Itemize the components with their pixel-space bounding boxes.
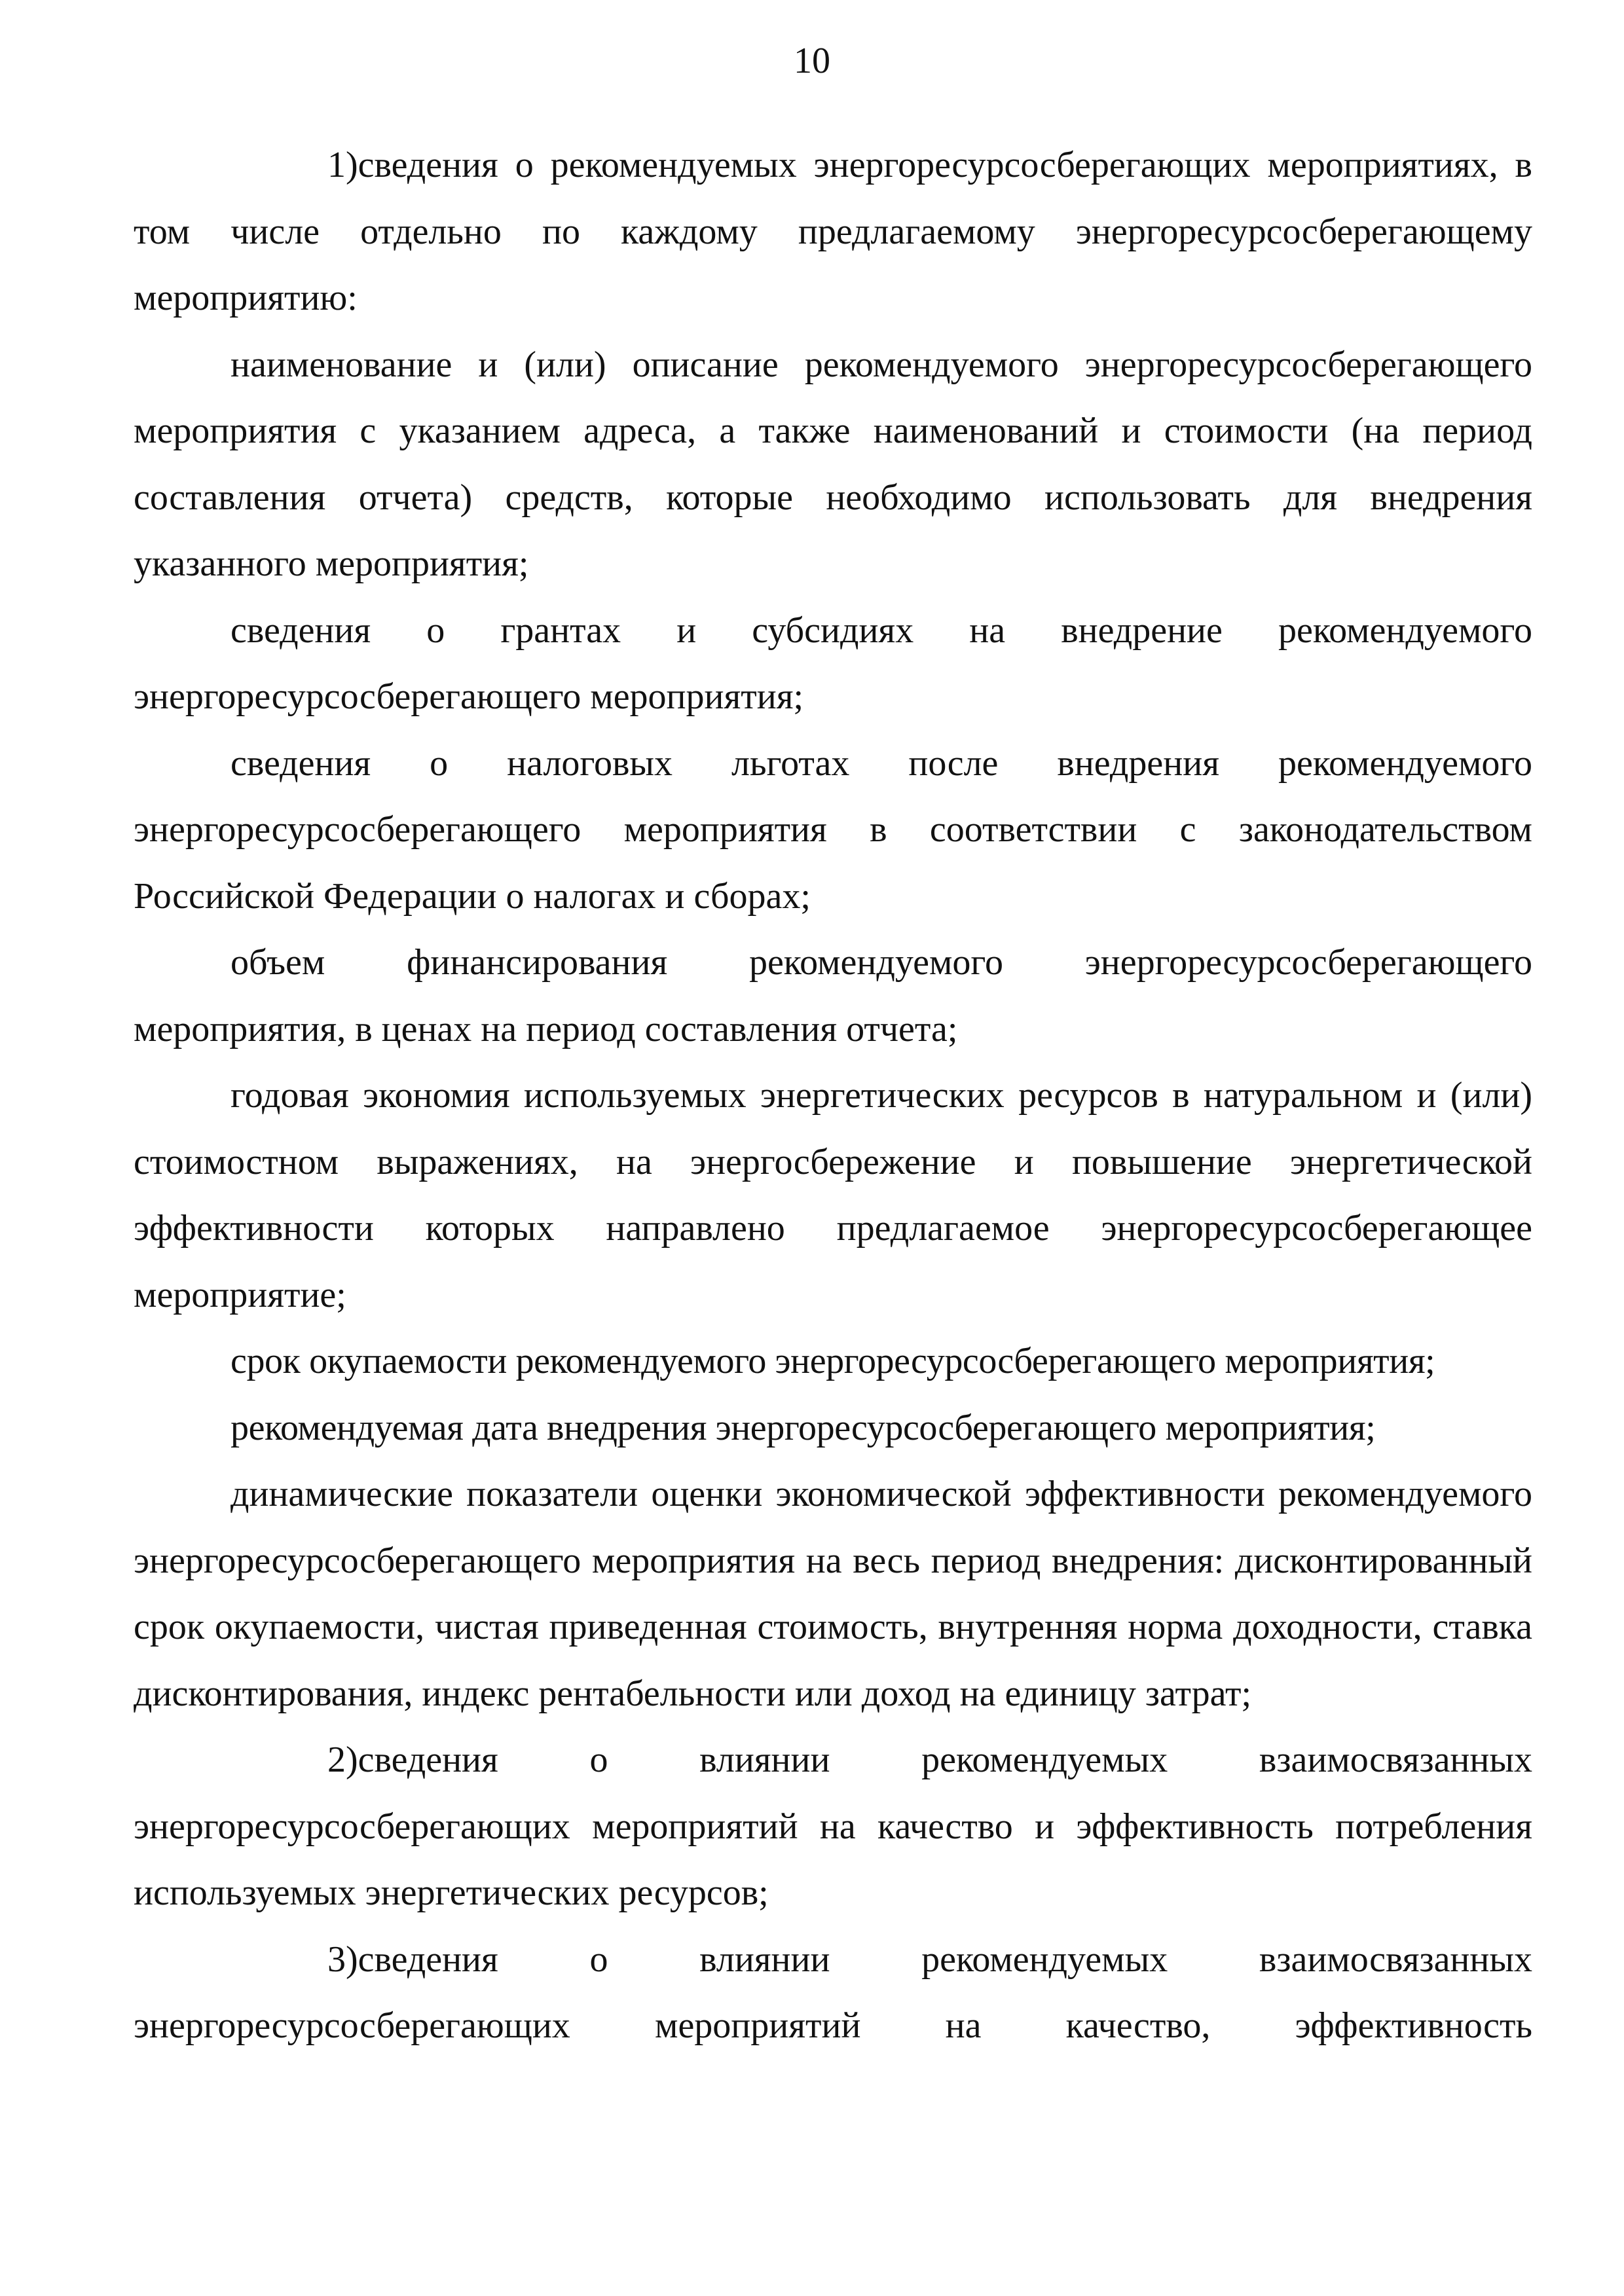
paragraph (134, 1063, 1532, 1328)
paragraph-text: сведения о грантах и субсидиях на внедрение рекомендуемого энергоресурсосберегающего мероприятия; (134, 610, 1532, 717)
paragraph-text: сведения о налоговых льготах после внедрения рекомендуемого энергоресурсосберегающего мероприятия в соответствии с законодательством Российской Федерации о налогах и сборах; (134, 742, 1532, 917)
paragraph (134, 731, 1532, 930)
paragraph-text: сведения о влиянии рекомендуемых взаимосвязанных энергоресурсосберегающих мероприятий на качество, эффективность (134, 1939, 1532, 2046)
paragraph (134, 930, 1532, 1063)
paragraph (134, 332, 1532, 598)
paragraph-text: сведения о влиянии рекомендуемых взаимосвязанных энергоресурсосберегающих мероприятий на качество и эффективность потребления используемых энергетических ресурсов; (134, 1740, 1532, 1913)
paragraph-text: динамические показатели оценки экономической эффективности рекомендуемого энергоресурсосберегающего мероприятия на весь период внедрения: дисконтированный срок окупаемости, чистая приведенная стоимость, внутренняя норма доходности, ставка дисконтирования, индекс рентабельности или доход на единицу затрат; (134, 1474, 1532, 1714)
list-marker: 1) (327, 145, 358, 185)
page-number: 10 (794, 41, 830, 81)
list-item-1 (134, 132, 1532, 332)
paragraph (134, 1328, 1532, 1395)
paragraph-text: объем финансирования рекомендуемого энергоресурсосберегающего мероприятия, в ценах на период составления отчета; (134, 942, 1532, 1049)
list-marker: 2) (327, 1740, 358, 1780)
list-marker: 3) (327, 1939, 358, 1980)
paragraph-text: годовая экономия используемых энергетических ресурсов в натуральном и (или) стоимостном выражениях, на энергосбережение и повышение энергетической эффективности которых направлено предлагаемое энергоресурсосберегающее мероприятие; (134, 1075, 1532, 1315)
paragraph-text: срок окупаемости рекомендуемого энергоресурсосберегающего мероприятия; (231, 1341, 1435, 1381)
document-body (134, 132, 1532, 2060)
paragraph-text: наименование и (или) описание рекомендуемого энергоресурсосберегающего мероприятия с указанием адреса, а также наименований и стоимости (на период составления отчета) средств, которые необходимо использовать для внедрения указанного мероприятия; (134, 344, 1532, 584)
list-item-2 (134, 1727, 1532, 1927)
paragraph-text: сведения о рекомендуемых энергоресурсосберегающих мероприятиях, в том числе отдельно по каждому предлагаемому энергоресурсосберегающему мероприятию: (134, 145, 1532, 318)
paragraph (134, 1461, 1532, 1727)
paragraph-text: рекомендуемая дата внедрения энергоресурсосберегающего мероприятия; (231, 1407, 1376, 1448)
paragraph (134, 598, 1532, 731)
list-item-3 (134, 1927, 1532, 2060)
paragraph (134, 1395, 1532, 1462)
